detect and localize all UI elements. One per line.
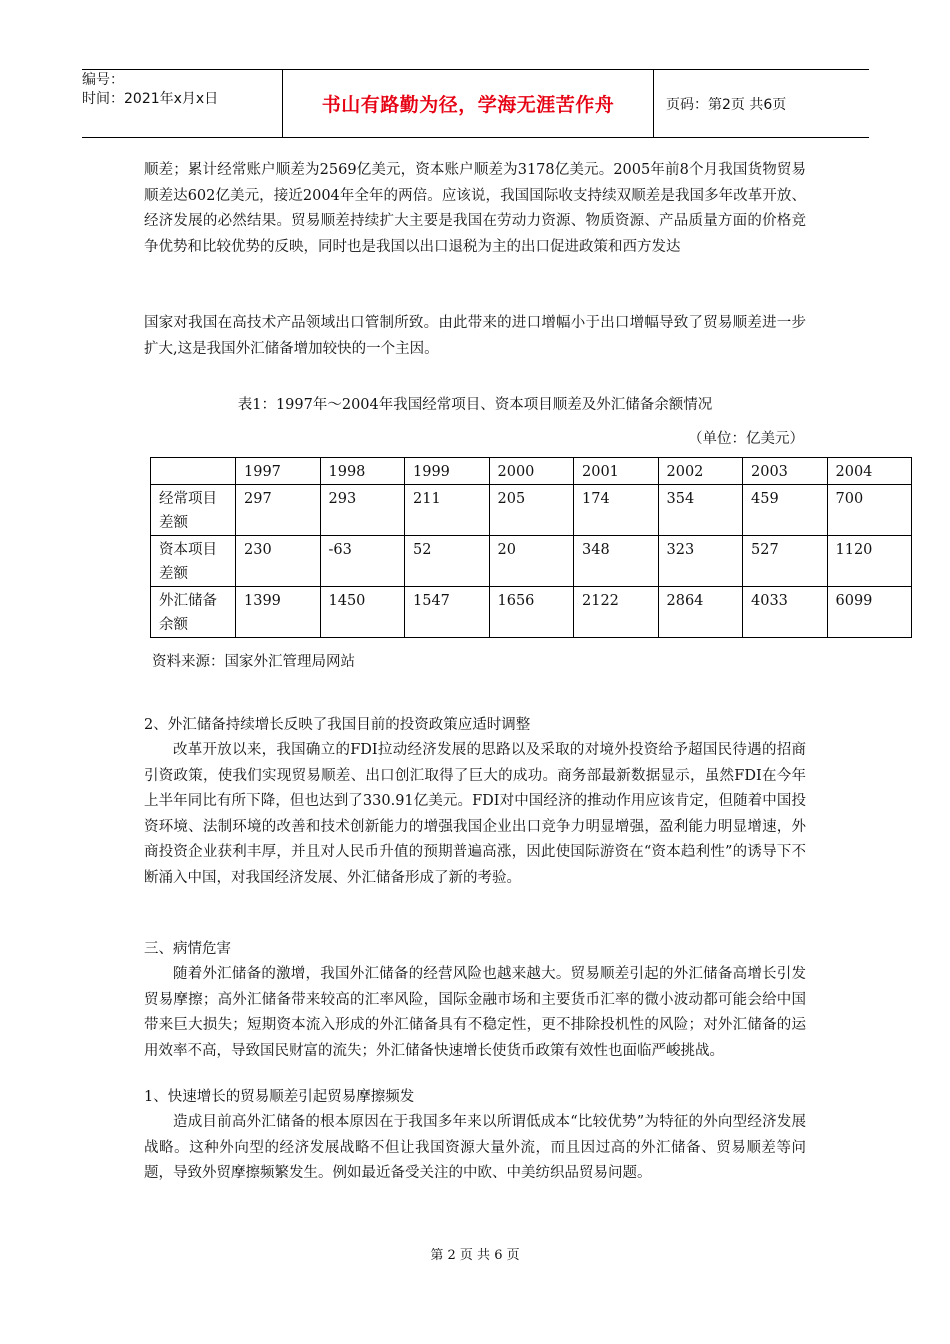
row-label: 经常项目差额 (151, 485, 236, 536)
table-cell: 1120 (827, 536, 912, 587)
table-cell: 6099 (827, 587, 912, 638)
table-cell: 52 (405, 536, 490, 587)
year-cell: 2002 (658, 458, 743, 485)
page-footer: 第 2 页 共 6 页 (430, 1248, 520, 1263)
table-cell: 348 (574, 536, 659, 587)
page-header (82, 69, 869, 138)
paragraph-4: 随着外汇储备的激增，我国外汇储备的经营风险也越来越大。贸易顺差引起的外汇储备高增长引发贸易摩擦；高外汇储备带来较高的汇率风险，国际金融市场和主要货币汇率的微小波动都可能会给中国带来巨大损失；短期资本流入形成的外汇储备具有不稳定性，更不排除投机性的风险；对外汇储备的运用效率不高，导致国民财富的流失；外汇储备快速增长使货币政策有效性也面临严峻挑战。 (144, 966, 806, 1059)
year-cell: 2004 (827, 458, 912, 485)
table-cell: 293 (320, 485, 405, 536)
row-label: 资本项目差额 (151, 536, 236, 587)
table-cell: 527 (743, 536, 828, 587)
year-cell: 2001 (574, 458, 659, 485)
table-cell: 297 (236, 485, 321, 536)
paragraph-5: 造成目前高外汇储备的根本原因在于我国多年来以所谓低成本“比较优势”为特征的外向型经济发展战略。这种外向型的经济发展战略不但让我国资源大量外流，而且因过高的外汇储备、贸易顺差等问题，导致外贸摩擦频繁发生。例如最近备受关注的中欧、中美纺织品贸易问题。 (144, 1114, 806, 1181)
table-row (151, 485, 912, 536)
year-cell: 2003 (743, 458, 828, 485)
table-header-row (151, 458, 912, 485)
table-cell: 1547 (405, 587, 490, 638)
table-cell: 4033 (743, 587, 828, 638)
year-cell: 1998 (320, 458, 405, 485)
table-row (151, 587, 912, 638)
reserves-table (150, 457, 912, 638)
table-cell: 354 (658, 485, 743, 536)
table-cell: 1399 (236, 587, 321, 638)
table-cell: 700 (827, 485, 912, 536)
table-row (151, 536, 912, 587)
row-label: 外汇储备余额 (151, 587, 236, 638)
number-label: 编号： (82, 72, 124, 88)
header-motto: 书山有路勤为径，学海无涯苦作舟 (283, 70, 654, 137)
section-heading-2: 2、外汇储备持续增长反映了我国目前的投资政策应适时调整 (144, 717, 531, 733)
table-cell: -63 (320, 536, 405, 587)
table-cell: 211 (405, 485, 490, 536)
table-cell: 205 (489, 485, 574, 536)
table-corner-cell (151, 458, 236, 485)
time-label: 时间：2021年x月x日 (82, 91, 219, 107)
table-cell: 230 (236, 536, 321, 587)
table-cell: 323 (658, 536, 743, 587)
table-caption: 表1：1997年～2004年我国经常项目、资本项目顺差及外汇储备余额情况 (237, 397, 713, 413)
header-page-code: 页码：第2页 共6页 (666, 96, 787, 113)
year-cell: 1999 (405, 458, 490, 485)
table-cell: 2864 (658, 587, 743, 638)
table-cell: 1656 (489, 587, 574, 638)
section-heading-3: 三、病情危害 (144, 941, 231, 957)
subheading-1: 1、快速增长的贸易顺差引起贸易摩擦频发 (144, 1089, 415, 1105)
table-cell: 2122 (574, 587, 659, 638)
paragraph-1: 顺差；累计经常账户顺差为2569亿美元，资本账户顺差为3178亿美元。2005年前8个月我国货物贸易顺差达602亿美元，接近2004年全年的两倍。应该说，我国国际收支持续双顺差是我国多年改革开放、经济发展的必然结果。贸易顺差持续扩大主要是我国在劳动力资源、物质资源、产品质量方面的价格竞争优势和比较优势的反映，同时也是我国以出口退税为主的出口促进政策和西方发达 (144, 162, 806, 255)
table-unit: （单位：亿美元） (688, 431, 804, 447)
paragraph-3: 改革开放以来，我国确立的FDI拉动经济发展的思路以及采取的对境外投资给予超国民待遇的招商引资政策，使我们实现贸易顺差、出口创汇取得了巨大的成功。商务部最新数据显示，虽然FDI在今年上半年同比有所下降，但也达到了330.91亿美元。FDI对中国经济的推动作用应该肯定，但随着中国投资环境、法制环境的改善和技术创新能力的增强我国企业出口竞争力明显增强，盈利能力明显增速，外商投资企业获利丰厚，并且对人民币升值的预期普遍高涨，因此使国际游资在“资本趋利性”的诱导下不断涌入中国，对我国经济发展、外汇储备形成了新的考验。 (144, 742, 806, 886)
table-cell: 20 (489, 536, 574, 587)
table-cell: 174 (574, 485, 659, 536)
header-meta (82, 70, 283, 137)
year-cell: 2000 (489, 458, 574, 485)
year-cell: 1997 (236, 458, 321, 485)
paragraph-2: 国家对我国在高技术产品领域出口管制所致。由此带来的进口增幅小于出口增幅导致了贸易顺差进一步扩大,这是我国外汇储备增加较快的一个主因。 (144, 315, 806, 357)
table-source: 资料来源：国家外汇管理局网站 (152, 654, 355, 670)
table-cell: 459 (743, 485, 828, 536)
table-cell: 1450 (320, 587, 405, 638)
